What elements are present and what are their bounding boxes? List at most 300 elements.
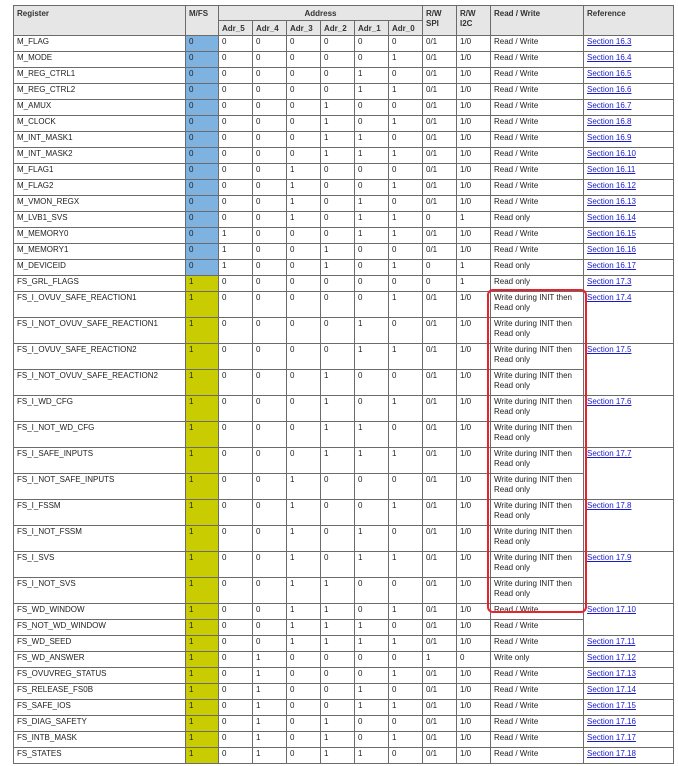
- access-mode: Write only: [491, 652, 584, 668]
- adr-3-value: 0: [287, 228, 321, 244]
- rw-spi-value: 0/1: [423, 68, 457, 84]
- reference-cell: [584, 52, 674, 68]
- adr-0-value: 0: [389, 100, 423, 116]
- adr-5-value: 0: [219, 668, 253, 684]
- table-row: [14, 684, 674, 700]
- reference-cell: [584, 700, 674, 716]
- mfs-value: 0: [186, 244, 219, 260]
- mfs-value: 1: [186, 500, 219, 526]
- adr-3-value: 0: [287, 36, 321, 52]
- adr-0-value: 1: [389, 212, 423, 228]
- adr-4-value: 0: [253, 228, 287, 244]
- access-mode: Read / Write: [491, 684, 584, 700]
- rw-spi-value: 0/1: [423, 396, 457, 422]
- table-row: [14, 716, 674, 732]
- header-read-write: Read / Write: [491, 6, 584, 36]
- rw-i2c-value: 1/0: [457, 552, 491, 578]
- adr-1-value: 0: [355, 164, 389, 180]
- rw-spi-value: 0/1: [423, 526, 457, 552]
- table-row: [14, 448, 674, 474]
- adr-4-value: 0: [253, 318, 287, 344]
- adr-5-value: 0: [219, 500, 253, 526]
- header-adr-0: Adr_0: [389, 21, 423, 36]
- header-adr-1: Adr_1: [355, 21, 389, 36]
- access-mode: Read only: [491, 260, 584, 276]
- access-mode: Write during INIT then Read only: [491, 422, 584, 448]
- table-row: [14, 578, 674, 604]
- adr-4-value: 1: [253, 684, 287, 700]
- header-register: Register: [14, 6, 186, 36]
- adr-5-value: 0: [219, 132, 253, 148]
- adr-0-value: 1: [389, 732, 423, 748]
- adr-2-value: 1: [321, 620, 355, 636]
- mfs-value: 1: [186, 396, 219, 422]
- adr-3-value: 0: [287, 716, 321, 732]
- register-name: M_REG_CTRL2: [14, 84, 186, 100]
- adr-0-value: 0: [389, 164, 423, 180]
- adr-2-value: 1: [321, 448, 355, 474]
- reference-link[interactable]: Section 17.4: [587, 293, 632, 302]
- adr-2-value: 0: [321, 164, 355, 180]
- access-mode: Read / Write: [491, 148, 584, 164]
- adr-5-value: 0: [219, 474, 253, 500]
- rw-i2c-value: 1/0: [457, 732, 491, 748]
- adr-0-value: 0: [389, 422, 423, 448]
- adr-3-value: 1: [287, 552, 321, 578]
- rw-spi-value: 0/1: [423, 164, 457, 180]
- register-name: FS_I_FSSM: [14, 500, 186, 526]
- adr-3-value: 1: [287, 526, 321, 552]
- adr-3-value: 1: [287, 212, 321, 228]
- table-row: [14, 344, 674, 370]
- table-row: [14, 148, 674, 164]
- reference-link[interactable]: Section 16.10: [587, 149, 636, 158]
- adr-3-value: 0: [287, 84, 321, 100]
- reference-link[interactable]: Section 16.17: [587, 261, 636, 270]
- register-name: FS_SAFE_IOS: [14, 700, 186, 716]
- rw-spi-value: 0/1: [423, 668, 457, 684]
- adr-3-value: 0: [287, 748, 321, 764]
- adr-3-value: 0: [287, 244, 321, 260]
- adr-1-value: 0: [355, 396, 389, 422]
- adr-2-value: 1: [321, 716, 355, 732]
- rw-i2c-value: 1/0: [457, 716, 491, 732]
- adr-2-value: 0: [321, 474, 355, 500]
- rw-i2c-value: 1/0: [457, 68, 491, 84]
- register-name: FS_I_WD_CFG: [14, 396, 186, 422]
- reference-link[interactable]: Section 16.16: [587, 245, 636, 254]
- register-name: M_FLAG2: [14, 180, 186, 196]
- adr-0-value: 0: [389, 474, 423, 500]
- rw-i2c-value: 1/0: [457, 668, 491, 684]
- table-row: [14, 652, 674, 668]
- table-row: [14, 84, 674, 100]
- adr-0-value: 0: [389, 276, 423, 292]
- rw-spi-value: 0/1: [423, 700, 457, 716]
- adr-4-value: 0: [253, 552, 287, 578]
- adr-2-value: 0: [321, 318, 355, 344]
- mfs-value: 1: [186, 636, 219, 652]
- adr-0-value: 0: [389, 684, 423, 700]
- rw-i2c-value: 1/0: [457, 604, 491, 620]
- adr-1-value: 1: [355, 84, 389, 100]
- rw-spi-value: 1: [423, 652, 457, 668]
- reference-cell: [584, 212, 674, 228]
- rw-i2c-value: 1/0: [457, 52, 491, 68]
- rw-spi-value: 0/1: [423, 132, 457, 148]
- register-name: M_DEVICEID: [14, 260, 186, 276]
- register-name: FS_I_OVUV_SAFE_REACTION1: [14, 292, 186, 318]
- reference-link[interactable]: Section 16.3: [587, 37, 632, 46]
- adr-2-value: 1: [321, 396, 355, 422]
- rw-i2c-value: 1/0: [457, 318, 491, 344]
- adr-4-value: 0: [253, 260, 287, 276]
- rw-i2c-value: 1/0: [457, 36, 491, 52]
- reference-link[interactable]: Section 16.4: [587, 53, 632, 62]
- table-row: [14, 52, 674, 68]
- register-name: M_LVB1_SVS: [14, 212, 186, 228]
- adr-1-value: 1: [355, 196, 389, 212]
- mfs-value: 1: [186, 448, 219, 474]
- rw-spi-value: 0/1: [423, 552, 457, 578]
- mfs-value: 1: [186, 668, 219, 684]
- rw-i2c-value: 1/0: [457, 636, 491, 652]
- adr-4-value: 0: [253, 196, 287, 212]
- reference-link[interactable]: Section 16.15: [587, 229, 636, 238]
- register-name: FS_I_NOT_OVUV_SAFE_REACTION2: [14, 370, 186, 396]
- adr-2-value: 0: [321, 180, 355, 196]
- adr-4-value: 0: [253, 500, 287, 526]
- reference-link[interactable]: Section 16.13: [587, 197, 636, 206]
- register-name: M_REG_CTRL1: [14, 68, 186, 84]
- adr-4-value: 0: [253, 620, 287, 636]
- adr-3-value: 0: [287, 100, 321, 116]
- mfs-value: 0: [186, 52, 219, 68]
- adr-4-value: 1: [253, 748, 287, 764]
- reference-link[interactable]: Section 16.5: [587, 69, 632, 78]
- adr-3-value: 0: [287, 396, 321, 422]
- register-name: M_CLOCK: [14, 116, 186, 132]
- adr-4-value: 0: [253, 100, 287, 116]
- adr-0-value: 1: [389, 228, 423, 244]
- adr-0-value: 1: [389, 636, 423, 652]
- reference-cell: [584, 604, 674, 636]
- rw-spi-value: 0/1: [423, 344, 457, 370]
- reference-cell: [584, 68, 674, 84]
- adr-2-value: 1: [321, 132, 355, 148]
- adr-5-value: 1: [219, 228, 253, 244]
- mfs-value: 0: [186, 36, 219, 52]
- mfs-value: 0: [186, 196, 219, 212]
- register-name: M_MEMORY1: [14, 244, 186, 260]
- access-mode: Read / Write: [491, 700, 584, 716]
- rw-i2c-value: 0: [457, 652, 491, 668]
- rw-i2c-value: 1/0: [457, 116, 491, 132]
- mfs-value: 1: [186, 552, 219, 578]
- adr-4-value: 0: [253, 164, 287, 180]
- table-row: [14, 292, 674, 318]
- adr-1-value: 0: [355, 180, 389, 196]
- mfs-value: 1: [186, 716, 219, 732]
- adr-3-value: 0: [287, 148, 321, 164]
- access-mode: Read / Write: [491, 620, 584, 636]
- reference-cell: [584, 244, 674, 260]
- adr-4-value: 0: [253, 132, 287, 148]
- reference-link[interactable]: Section 17.13: [587, 669, 636, 678]
- reference-link[interactable]: Section 17.9: [587, 553, 632, 562]
- rw-spi-value: 0/1: [423, 716, 457, 732]
- adr-1-value: 1: [355, 68, 389, 84]
- adr-4-value: 0: [253, 36, 287, 52]
- adr-5-value: 0: [219, 448, 253, 474]
- adr-2-value: 1: [321, 244, 355, 260]
- rw-i2c-value: 1/0: [457, 396, 491, 422]
- access-mode: Read / Write: [491, 68, 584, 84]
- reference-link[interactable]: Section 16.6: [587, 85, 632, 94]
- table-row: [14, 552, 674, 578]
- adr-1-value: 1: [355, 212, 389, 228]
- adr-0-value: 1: [389, 148, 423, 164]
- adr-3-value: 1: [287, 578, 321, 604]
- rw-i2c-value: 1/0: [457, 684, 491, 700]
- register-name: FS_NOT_WD_WINDOW: [14, 620, 186, 636]
- adr-3-value: 0: [287, 668, 321, 684]
- reference-link[interactable]: Section 16.8: [587, 117, 632, 126]
- mfs-value: 1: [186, 422, 219, 448]
- reference-link[interactable]: Section 16.12: [587, 181, 636, 190]
- adr-1-value: 0: [355, 36, 389, 52]
- adr-5-value: 0: [219, 68, 253, 84]
- adr-4-value: 0: [253, 370, 287, 396]
- adr-2-value: 0: [321, 276, 355, 292]
- reference-link[interactable]: Section 17.11: [587, 637, 636, 646]
- adr-2-value: 0: [321, 68, 355, 84]
- reference-cell: [584, 652, 674, 668]
- register-name: M_MODE: [14, 52, 186, 68]
- adr-4-value: 0: [253, 604, 287, 620]
- register-name: M_MEMORY0: [14, 228, 186, 244]
- register-name: M_FLAG1: [14, 164, 186, 180]
- reference-link[interactable]: Section 17.7: [587, 449, 632, 458]
- access-mode: Read only: [491, 212, 584, 228]
- adr-0-value: 0: [389, 68, 423, 84]
- adr-1-value: 0: [355, 500, 389, 526]
- mfs-value: 1: [186, 748, 219, 764]
- reference-cell: [584, 276, 674, 292]
- rw-spi-value: 0/1: [423, 500, 457, 526]
- reference-link[interactable]: Section 17.14: [587, 685, 636, 694]
- reference-link[interactable]: Section 17.18: [587, 749, 636, 758]
- adr-2-value: 0: [321, 526, 355, 552]
- adr-1-value: 1: [355, 552, 389, 578]
- adr-1-value: 1: [355, 344, 389, 370]
- table-row: [14, 318, 674, 344]
- reference-cell: [584, 164, 674, 180]
- reference-cell: [584, 500, 674, 552]
- access-mode: Read / Write: [491, 36, 584, 52]
- adr-3-value: 0: [287, 116, 321, 132]
- reference-link[interactable]: Section 16.11: [587, 165, 636, 174]
- adr-4-value: 0: [253, 116, 287, 132]
- access-mode: Read / Write: [491, 180, 584, 196]
- adr-5-value: 0: [219, 36, 253, 52]
- adr-3-value: 0: [287, 260, 321, 276]
- reference-link[interactable]: Section 16.9: [587, 133, 632, 142]
- adr-1-value: 0: [355, 578, 389, 604]
- rw-spi-value: 0/1: [423, 748, 457, 764]
- rw-spi-value: 0/1: [423, 370, 457, 396]
- adr-2-value: 1: [321, 732, 355, 748]
- reference-link[interactable]: Section 17.6: [587, 397, 632, 406]
- access-mode: Read / Write: [491, 716, 584, 732]
- adr-4-value: 0: [253, 148, 287, 164]
- table-row: [14, 668, 674, 684]
- adr-3-value: 0: [287, 132, 321, 148]
- mfs-value: 1: [186, 684, 219, 700]
- rw-spi-value: 0/1: [423, 604, 457, 620]
- adr-5-value: 0: [219, 318, 253, 344]
- register-map-container: [13, 5, 674, 764]
- adr-1-value: 0: [355, 652, 389, 668]
- adr-0-value: 1: [389, 260, 423, 276]
- rw-spi-value: 0/1: [423, 578, 457, 604]
- reference-link[interactable]: Section 17.8: [587, 501, 632, 510]
- mfs-value: 1: [186, 344, 219, 370]
- register-name: FS_INTB_MASK: [14, 732, 186, 748]
- adr-3-value: 1: [287, 180, 321, 196]
- reference-link[interactable]: Section 16.7: [587, 101, 632, 110]
- adr-3-value: 1: [287, 500, 321, 526]
- adr-2-value: 0: [321, 652, 355, 668]
- rw-i2c-value: 1/0: [457, 474, 491, 500]
- reference-cell: [584, 732, 674, 748]
- adr-3-value: 1: [287, 636, 321, 652]
- reference-link[interactable]: Section 17.12: [587, 653, 636, 662]
- mfs-value: 0: [186, 180, 219, 196]
- access-mode: Read / Write: [491, 132, 584, 148]
- mfs-value: 0: [186, 228, 219, 244]
- table-row: [14, 620, 674, 636]
- adr-5-value: 0: [219, 196, 253, 212]
- table-row: [14, 732, 674, 748]
- reference-link[interactable]: Section 17.5: [587, 345, 632, 354]
- access-mode: Read / Write: [491, 116, 584, 132]
- adr-5-value: 0: [219, 684, 253, 700]
- rw-spi-value: 0/1: [423, 684, 457, 700]
- adr-0-value: 1: [389, 292, 423, 318]
- adr-3-value: 1: [287, 620, 321, 636]
- reference-cell: [584, 228, 674, 244]
- adr-1-value: 1: [355, 422, 389, 448]
- adr-2-value: 0: [321, 36, 355, 52]
- register-name: FS_I_NOT_FSSM: [14, 526, 186, 552]
- rw-spi-value: 0/1: [423, 448, 457, 474]
- register-name: FS_GRL_FLAGS: [14, 276, 186, 292]
- rw-spi-value: 0/1: [423, 180, 457, 196]
- adr-0-value: 0: [389, 526, 423, 552]
- reference-link[interactable]: Section 17.10: [587, 605, 636, 614]
- rw-spi-value: 0/1: [423, 474, 457, 500]
- reference-link[interactable]: Section 17.3: [587, 277, 632, 286]
- table-row: [14, 422, 674, 448]
- table-row: [14, 526, 674, 552]
- register-name: FS_STATES: [14, 748, 186, 764]
- header-address: Address: [219, 6, 423, 21]
- adr-5-value: 0: [219, 116, 253, 132]
- adr-0-value: 1: [389, 448, 423, 474]
- rw-spi-value: 0/1: [423, 148, 457, 164]
- adr-5-value: 0: [219, 370, 253, 396]
- reference-link[interactable]: Section 17.15: [587, 701, 636, 710]
- register-name: FS_I_NOT_WD_CFG: [14, 422, 186, 448]
- mfs-value: 0: [186, 164, 219, 180]
- adr-1-value: 1: [355, 132, 389, 148]
- register-name: FS_OVUVREG_STATUS: [14, 668, 186, 684]
- rw-i2c-value: 1/0: [457, 292, 491, 318]
- table-row: [14, 370, 674, 396]
- adr-2-value: 0: [321, 500, 355, 526]
- adr-5-value: 0: [219, 652, 253, 668]
- table-row: [14, 604, 674, 620]
- rw-spi-value: 0/1: [423, 636, 457, 652]
- rw-i2c-value: 1/0: [457, 132, 491, 148]
- adr-3-value: 0: [287, 68, 321, 84]
- rw-i2c-value: 1/0: [457, 422, 491, 448]
- rw-i2c-value: 1/0: [457, 370, 491, 396]
- mfs-value: 0: [186, 68, 219, 84]
- access-mode: Write during INIT then Read only: [491, 526, 584, 552]
- rw-spi-value: 0/1: [423, 52, 457, 68]
- adr-2-value: 1: [321, 422, 355, 448]
- adr-1-value: 0: [355, 292, 389, 318]
- access-mode: Write during INIT then Read only: [491, 552, 584, 578]
- access-mode: Read / Write: [491, 244, 584, 260]
- rw-i2c-value: 1/0: [457, 500, 491, 526]
- access-mode: Read / Write: [491, 604, 584, 620]
- reference-link[interactable]: Section 17.17: [587, 733, 636, 742]
- adr-1-value: 1: [355, 526, 389, 552]
- adr-3-value: 1: [287, 474, 321, 500]
- adr-0-value: 0: [389, 36, 423, 52]
- reference-link[interactable]: Section 16.14: [587, 213, 636, 222]
- reference-cell: [584, 116, 674, 132]
- reference-link[interactable]: Section 17.16: [587, 717, 636, 726]
- adr-1-value: 0: [355, 716, 389, 732]
- reference-cell: [584, 636, 674, 652]
- mfs-value: 0: [186, 260, 219, 276]
- adr-4-value: 0: [253, 68, 287, 84]
- mfs-value: 0: [186, 148, 219, 164]
- adr-5-value: 0: [219, 552, 253, 578]
- adr-0-value: 0: [389, 652, 423, 668]
- table-row: [14, 636, 674, 652]
- adr-5-value: 0: [219, 148, 253, 164]
- rw-i2c-value: 1/0: [457, 180, 491, 196]
- table-row: [14, 180, 674, 196]
- adr-4-value: 0: [253, 244, 287, 260]
- header-adr-4: Adr_4: [253, 21, 287, 36]
- adr-2-value: 0: [321, 700, 355, 716]
- register-map-table: [13, 5, 674, 764]
- adr-0-value: 0: [389, 620, 423, 636]
- adr-3-value: 0: [287, 344, 321, 370]
- adr-5-value: 0: [219, 84, 253, 100]
- header-mfs: M/FS: [186, 6, 219, 36]
- adr-1-value: 1: [355, 684, 389, 700]
- access-mode: Read / Write: [491, 52, 584, 68]
- rw-i2c-value: 1/0: [457, 84, 491, 100]
- access-mode: Read / Write: [491, 636, 584, 652]
